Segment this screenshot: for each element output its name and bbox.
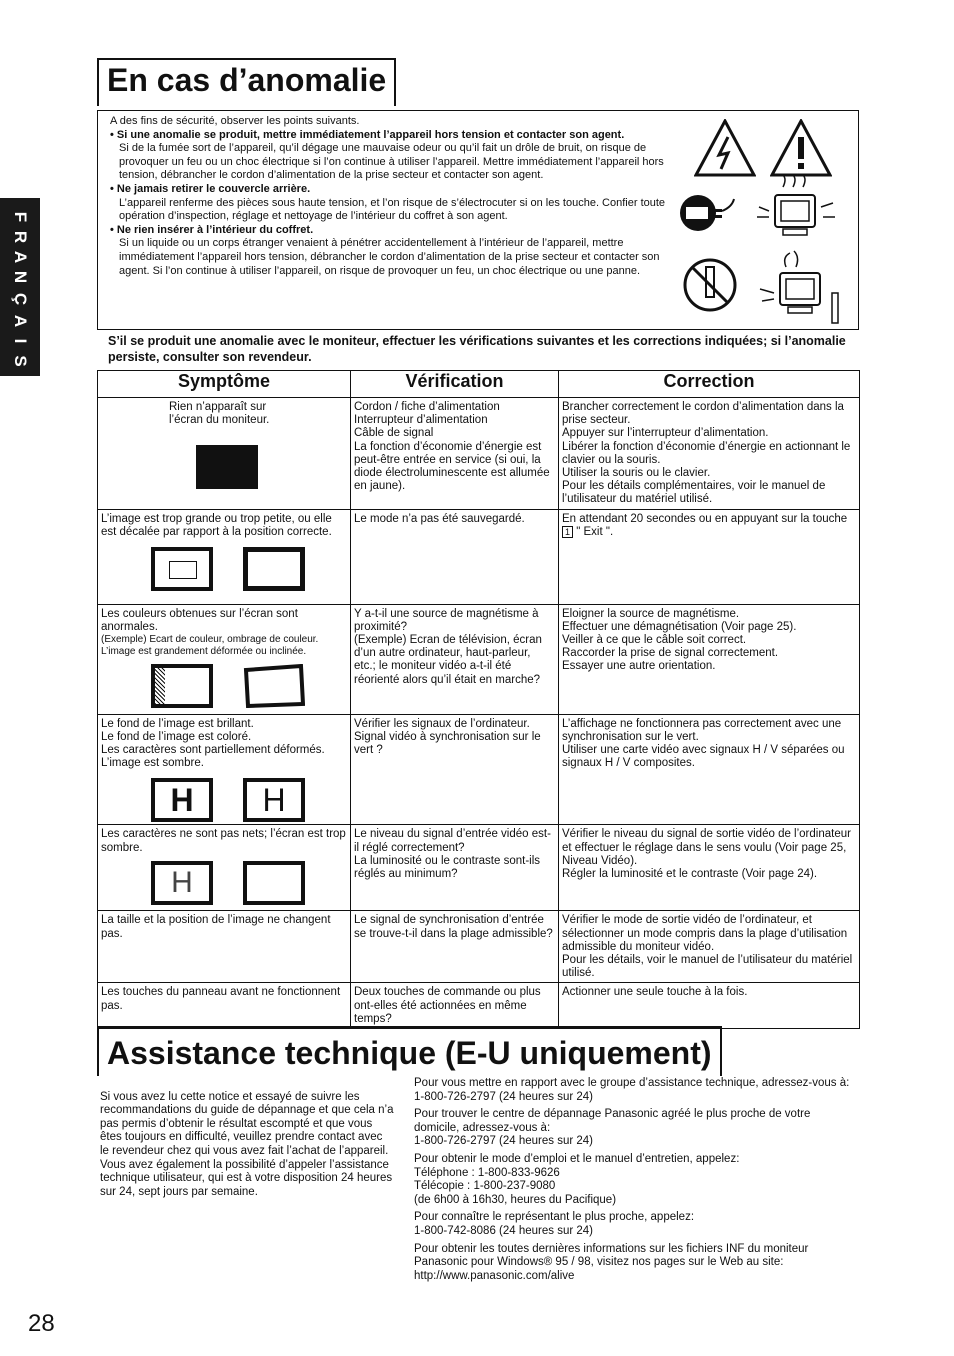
symptom-text: Le fond de l’image est brillant. Le fond de l’image est coloré. Les caractères sont partiellement déformés. L’image est sombre. xyxy=(101,717,325,770)
fix-text: En attendant 20 secondes ou en appuyant sur la touche xyxy=(562,512,848,525)
fix-cell: Vérifier le mode de sortie vidéo de l’ordinateur, et sélectionner un mode compris dans la plage d’utilisation admissible du moniteur vidéo. Pour les détails, voir le manuel de l’utilisateur du matériel utilisé. xyxy=(559,911,860,983)
monitor-illustration-pair xyxy=(101,778,347,822)
check-cell: Vérifier les signaux de l’ordinateur. Signal vidéo à synchronisation sur le vert ? xyxy=(351,714,559,825)
support-left-column xyxy=(100,1077,394,1199)
section-title: Assistance technique (E-U uniquement) xyxy=(107,1035,712,1071)
unplug-power-icon xyxy=(678,193,736,233)
language-tab-letter: S xyxy=(11,355,30,367)
table-header-row xyxy=(98,371,860,398)
check-cell: Deux touches de commande ou plus ont-elles été actionnées en même temps? xyxy=(351,983,559,1029)
symptom-text: Rien n’apparaît sur l’écran du moniteur. xyxy=(169,401,270,427)
safety-warning-box xyxy=(97,110,859,330)
language-tab-letter: R xyxy=(11,230,30,244)
symptom-text: Les couleurs obtenues sur l’écran sont anormales. xyxy=(101,607,298,633)
dark-screen-monitor-illustration xyxy=(243,861,305,905)
safety-warning-text xyxy=(110,115,680,278)
symptom-text: L’image est trop grande ou trop petite, ou elle est décalée par rapport à la position correcte. xyxy=(101,512,332,538)
symptom-text: Les caractères ne sont pas nets; l’écran est trop sombre. xyxy=(101,828,346,854)
language-tab-letter: N xyxy=(11,270,30,284)
symptom-note: L’image est grandement déformée ou inclinée. xyxy=(101,646,307,658)
small-image-monitor-illustration xyxy=(151,547,213,591)
fix-cell xyxy=(559,509,860,604)
language-tab-letter: Ç xyxy=(11,292,30,306)
section-title-box xyxy=(97,1026,722,1076)
fix-cell: L’affichage ne fonctionnera pas correctement avec une synchronisation sur le vert. Utiliser une carte vidéo avec signaux H / V séparées ou signaux H / V composites. xyxy=(559,714,860,825)
warning-item-body: L’appareil renferme des pièces sous haute tension, et l’on risque de s’électrocuter si on les touche. Confier toute opération d’inspection, réglage et nettoyage de l’intérieur du coffret à son agent. xyxy=(119,196,666,223)
column-header-fix: Correction xyxy=(559,371,860,398)
monitor-illustration-pair xyxy=(101,664,347,708)
tilted-image-monitor-illustration xyxy=(243,664,305,708)
table-row xyxy=(98,398,860,510)
check-cell: Le niveau du signal d’entrée vidéo est-il réglé correctement? La luminosité ou le contraste sont-ils réglés au minimum? xyxy=(351,825,559,911)
button-1-key-icon xyxy=(562,526,573,538)
electric-shock-warning-icon xyxy=(694,119,756,177)
warning-item-body: Si de la fumée sort de l’appareil, qu’il dégage une mauvaise odeur ou qu’il fait un drôle de bruit, on risque de provoquer un feu ou un choc électrique si l’on continue à utiliser l’appareil. Mettre immédiatement l’appareil hors tension, débrancher le cordon d’alimentation de la prise secteur et contacter son agent. xyxy=(119,142,664,182)
symptom-note: (Exemple) Ecart de couleur, ombrage de couleur. xyxy=(101,634,319,646)
language-tab-letter: F xyxy=(11,211,30,223)
colored-background-h-monitor-illustration xyxy=(243,778,305,822)
monitor-letter: H xyxy=(262,782,286,819)
blurry-h-monitor-illustration xyxy=(151,861,213,905)
support-contact-paragraph: Pour trouver le centre de dépannage Panasonic agréé le plus proche de votre domicile, adressez-vous à: 1-800-726-2797 (24 heures sur 24) xyxy=(414,1108,811,1148)
button-1-key-label: 1 xyxy=(565,526,571,537)
blank-screen-illustration xyxy=(196,445,258,489)
page-title-box xyxy=(97,58,396,106)
column-header-check: Vérification xyxy=(351,371,559,398)
check-cell: Y a-t-il une source de magnétisme à proximité? (Exemple) Ecran de télévision, écran d’un autre ordinateur, haut-parleur, etc.; le moniteur vidéo a-t-il été réorienté alors qu’il était en marche? xyxy=(351,604,559,714)
check-cell: Cordon / fiche d’alimentation Interrupteur d’alimentation Câble de signal La fonction d’économie d’énergie est peut-être entrée en service (si oui, la diode électroluminescente est allumée en jaune). xyxy=(351,398,559,510)
warning-item-title: • Ne rien insérer à l’intérieur du coffret. xyxy=(110,223,314,236)
page-number: 28 xyxy=(28,1310,55,1337)
do-not-open-icon xyxy=(682,257,738,313)
support-contact-paragraph: Pour obtenir le mode d’emploi et le manuel d’entretien, appelez: Téléphone : 1-800-833-9626 Télécopie : 1-800-237-9080 (de 6h00 à 16h30, heures du Pacifique) xyxy=(414,1152,740,1206)
support-left-text: Si vous avez lu cette notice et essayé de suivre les recommandations du guide de dépannage et que cela n’a pas permis d’obtenir le résultat escompté et que vous êtes toujours en difficulté, veuillez prendre contact avec le revendeur chez qui vous avez fait l’achat de l’appareil. Vous avez également la possibilité d’appeler l’assistance technique utilisateur, qui est à votre disposition 24 heures sur 24, sept jours par semaine. xyxy=(100,1090,394,1198)
symptom-cell: La taille et la position de l’image ne changent pas. xyxy=(98,911,351,983)
support-contact-paragraph: Pour vous mettre en rapport avec le groupe d’assistance technique, adressez-vous à: 1-800-726-2797 (24 heures sur 24) xyxy=(414,1077,850,1103)
bright-background-h-monitor-illustration xyxy=(151,778,213,822)
fix-cell: Eloigner la source de magnétisme. Effectuer une démagnétisation (Voir page 25). Veiller à ce que le câble soit correct. Raccorder la prise de signal correctement. Essayer une autre orientation. xyxy=(559,604,860,714)
table-row xyxy=(98,825,860,911)
support-contact-paragraph: Pour connaître le représentant le plus proche, appelez: 1-800-742-8086 (24 heures sur 24) xyxy=(414,1211,695,1237)
smoking-monitor-icon xyxy=(753,173,839,243)
monitor-letter: H xyxy=(171,865,193,899)
symptom-cell xyxy=(98,714,351,825)
fix-cell: Brancher correctement le cordon d’alimentation dans la prise secteur. Appuyer sur l’interrupteur d’alimentation. Libérer la fonction d’économie d’énergie en actionnant le clavier ou la souris. Utiliser la souris ou le clavier. Pour les détails complémentaires, voir le manuel de l’utilisateur du matériel utilisé. xyxy=(559,398,860,510)
monitor-letter: H xyxy=(170,782,194,819)
support-contact-paragraph: Pour obtenir les toutes dernières informations sur les fichiers INF du moniteur Panasonic pour Windows® 95 / 98, visitez nos pages sur le Web au site: http://www.panasonic.com/alive xyxy=(414,1242,809,1282)
table-row xyxy=(98,604,860,714)
table-row xyxy=(98,509,860,604)
caution-warning-icon xyxy=(770,119,832,177)
liquid-spill-monitor-icon xyxy=(756,249,846,329)
page-title: En cas d’anomalie xyxy=(107,62,387,98)
table-row xyxy=(98,911,860,983)
monitor-illustration-pair xyxy=(101,861,347,905)
troubleshooting-intro: S’il se produit une anomalie avec le moniteur, effectuer les vérifications suivantes et les corrections indiquées; si l’anomalie persiste, consulter son revendeur. xyxy=(108,334,846,364)
check-cell: Le signal de synchronisation d’entrée se trouve-t-il dans la plage admissible? xyxy=(351,911,559,983)
warning-item-title: • Si une anomalie se produit, mettre immédiatement l’appareil hors tension et contacter son agent. xyxy=(110,128,625,141)
large-image-monitor-illustration xyxy=(243,547,305,591)
table-row xyxy=(98,983,860,1029)
table-row xyxy=(98,714,860,825)
warning-item-title: • Ne jamais retirer le couvercle arrière. xyxy=(110,182,311,195)
fix-text-tail: " Exit ". xyxy=(576,525,614,538)
safety-intro: A des fins de sécurité, observer les points suivants. xyxy=(110,115,360,127)
language-tab-letter: A xyxy=(11,314,30,328)
language-tab-letter: A xyxy=(11,250,30,264)
fix-cell: Actionner une seule touche à la fois. xyxy=(559,983,860,1029)
color-shading-monitor-illustration xyxy=(151,664,213,708)
language-tab-letter: I xyxy=(11,338,30,344)
symptom-cell xyxy=(98,825,351,911)
symptom-cell: Les touches du panneau avant ne fonctionnent pas. xyxy=(98,983,351,1029)
warning-item-body: Si un liquide ou un corps étranger venaient à pénétrer accidentellement à l’intérieur de l’appareil, mettre immédiatement l’appareil hors tension, débrancher le cordon d’alimentation de la prise secteur et contacter son agent. Si l’on continue à utiliser l’appareil, on risque de provoquer un feu, un choc électrique ou une panne. xyxy=(119,237,660,277)
troubleshooting-table xyxy=(97,370,860,1029)
column-header-symptom: Symptôme xyxy=(98,371,351,398)
fix-cell: Vérifier le niveau du signal de sortie vidéo de l’ordinateur et effectuer le réglage dans le sens voulu (Voir page 25, Niveau Vidéo). Régler la luminosité et le contraste (Voir page 24). xyxy=(559,825,860,911)
support-right-column xyxy=(414,1077,850,1287)
language-tab xyxy=(0,198,40,376)
check-cell: Le mode n’a pas été sauvegardé. xyxy=(351,509,559,604)
symptom-cell xyxy=(98,398,351,510)
symptom-cell xyxy=(98,604,351,714)
symptom-cell xyxy=(98,509,351,604)
monitor-illustration-pair xyxy=(101,547,347,591)
